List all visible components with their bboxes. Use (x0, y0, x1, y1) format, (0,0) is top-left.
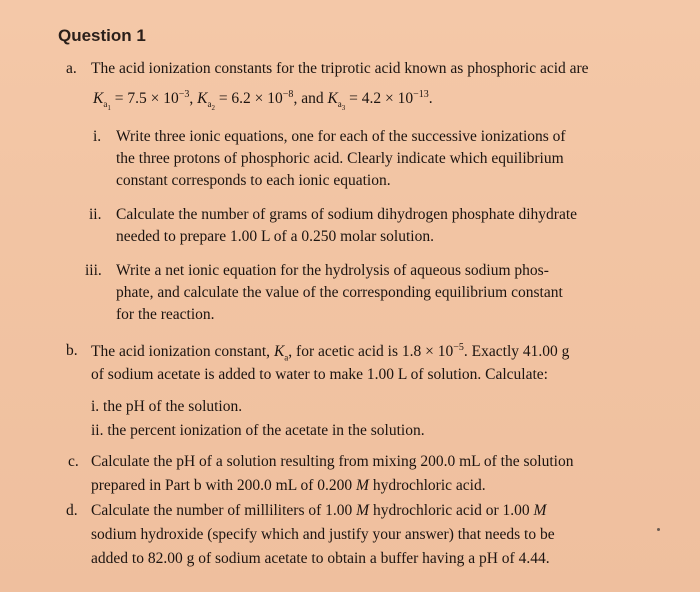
part-a-ii-line2: needed to prepare 1.00 L of a 0.250 molar solution. (116, 228, 434, 245)
part-d-line2: sodium hydroxide (specify which and justify your answer) that needs to be (91, 526, 555, 543)
part-a-label: a. (66, 60, 77, 77)
part-a-iii-line1: Write a net ionic equation for the hydrolysis of aqueous sodium phos- (116, 262, 549, 279)
ka-constants-formatted: $K_{a_1} = 7.5 \times 10^{-3}$, $K_{a_2} = 6.2 \times 10^{-8}$, and $K_{a_3} = 4.2 \times 10^{-13}$. (93, 89, 433, 113)
part-d-line1-formatted: Calculate the number of milliliters of 1.00 M hydrochloric acid or 1.00 M (91, 502, 547, 519)
question-title: Question 1 (58, 26, 146, 45)
speck (657, 528, 660, 531)
part-b-label: b. (66, 342, 78, 359)
part-b-ii: ii. the percent ionization of the acetate in the solution. (91, 422, 425, 439)
part-c-label: c. (68, 453, 79, 470)
part-b-line1-formatted: The acid ionization constant, $K_a$, for acetic acid is $1.8 \times 10^{-5}$. Exactly 41.00 g (91, 342, 570, 363)
part-b-i: i. the pH of the solution. (91, 398, 243, 415)
part-a-i-label: i. (93, 128, 102, 145)
part-d-label: d. (66, 502, 78, 519)
part-a-iii-line3: for the reaction. (116, 306, 215, 323)
part-c-line1: Calculate the pH of a solution resulting from mixing 200.0 mL of the solution (91, 453, 574, 470)
part-a-i-line2: the three protons of phosphoric acid. Clearly indicate which equilibrium (116, 150, 564, 167)
part-a-ii-label: ii. (89, 206, 102, 223)
part-a-ii-line1: Calculate the number of grams of sodium dihydrogen phosphate dihydrate (116, 206, 578, 223)
part-a-i-line1: Write three ionic equations, one for each of the successive ionizations of (116, 128, 566, 145)
part-c-line2-formatted: prepared in Part b with 200.0 mL of 0.200 M hydrochloric acid. (91, 477, 486, 494)
part-d-line3: added to 82.00 g of sodium acetate to obtain a buffer having a pH of 4.44. (91, 550, 550, 567)
part-a-iii-line2: phate, and calculate the value of the corresponding equilibrium constant (116, 284, 563, 301)
part-a-intro-line1: The acid ionization constants for the triprotic acid known as phosphoric acid are (91, 60, 589, 77)
part-a-i-line3: constant corresponds to each ionic equation. (116, 172, 391, 189)
part-a-iii-label: iii. (85, 262, 102, 279)
part-b-line2: of sodium acetate is added to water to make 1.00 L of solution. Calculate: (91, 366, 548, 383)
